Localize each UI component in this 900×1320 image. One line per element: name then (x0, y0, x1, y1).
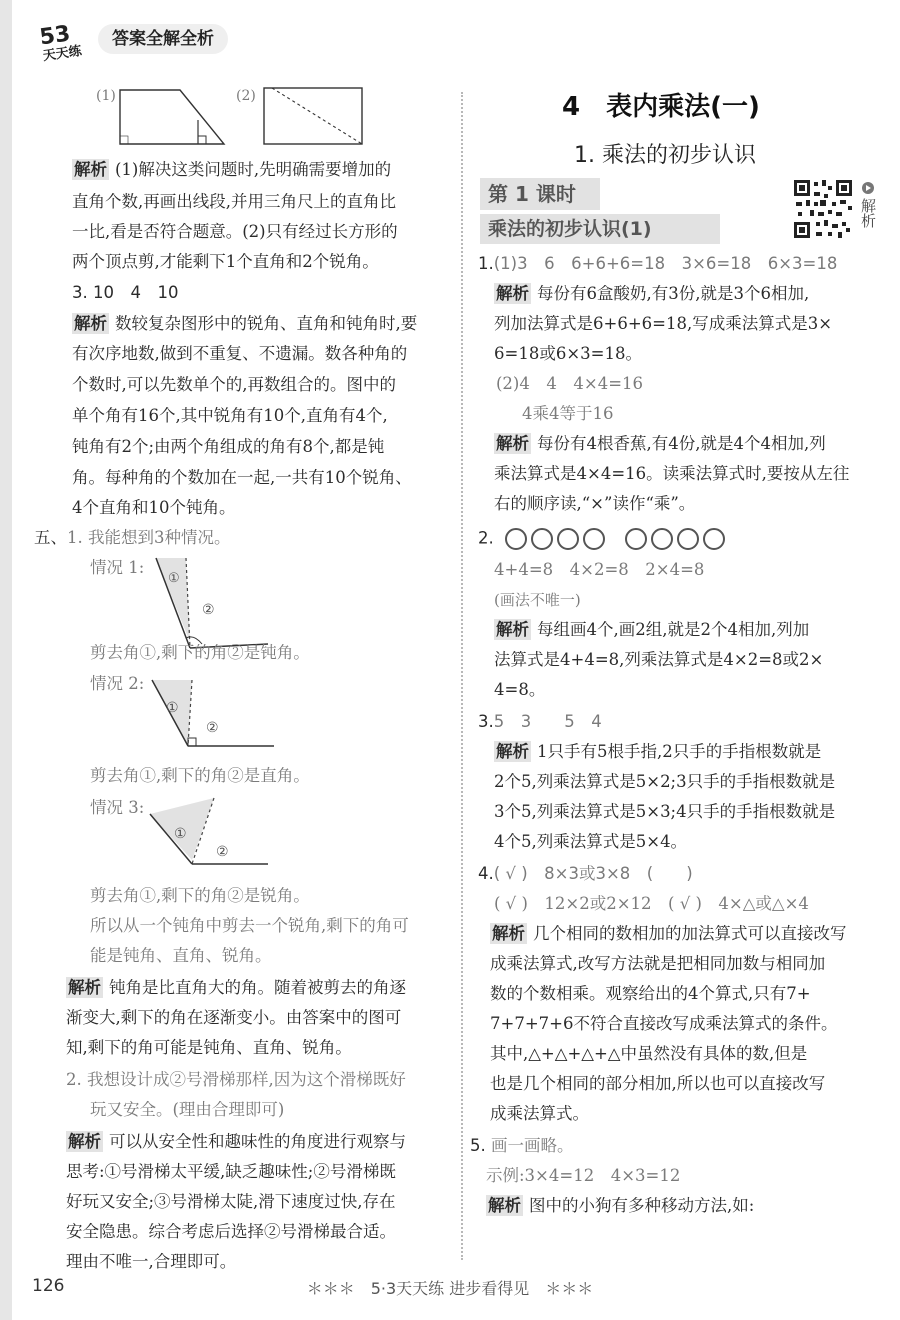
page-number: 126 (32, 1276, 65, 1296)
lesson-number: 第 1 课时 (480, 178, 600, 210)
analysis-2-line-3: 好玩又安全;③号滑梯太陡,滑下速度过快,存在 (66, 1192, 396, 1211)
case-1-angle-2: ② (202, 602, 215, 618)
analysis-1-line-4: 两个顶点剪,才能剩下1个直角和2个锐角。 (72, 252, 379, 271)
analysis-3-line-5: 钝角有2个;由两个角组成的角有8个,都是钝 (72, 437, 385, 456)
analysis-1-line-3: 一比,看是否符合题意。(2)只有经过长方形的 (72, 222, 398, 241)
column-divider (461, 92, 463, 1260)
circle-shape (703, 528, 725, 550)
rectangle-figure (262, 86, 366, 148)
section-5-q1: 五、1. 我能想到3种情况。 (34, 528, 231, 547)
q2-answer-line-2: 玩又安全。(理由合理即可) (90, 1100, 285, 1119)
analysis-q1-1-line-1: 解析 每份有6盒酸奶,有3份,就是3个6相加, (496, 284, 810, 303)
conclusion-line-2: 能是钝角、直角、锐角。 (90, 946, 272, 965)
case-2-angle-2: ② (206, 720, 219, 736)
q2-answer-line-1: 2. 我想设计成②号滑梯那样,因为这个滑梯既好 (66, 1070, 406, 1089)
footer-slogan: ＊＊＊ 5·3天天练 进步看得见 ＊＊＊ (306, 1279, 594, 1298)
analysis-3-line-6: 角。每种角的个数加在一起,一共有10个锐角、 (72, 468, 412, 487)
q2-note: (画法不唯一) (494, 591, 581, 609)
fig2-label: (2) (236, 88, 256, 104)
case-3-label: 情况 3: (90, 798, 145, 817)
analysis-2-line-5: 理由不唯一,合理即可。 (66, 1252, 237, 1271)
q5-example: 示例:3×4=12 4×3=12 (486, 1166, 681, 1185)
case-1-angle-1: ① (168, 571, 180, 586)
analysis-q3-line-3: 3个5,列乘法算式是5×3;4只手的手指根数就是 (494, 802, 836, 821)
analysis-q5-line-1: 解析 图中的小狗有多种移动方法,如: (488, 1196, 755, 1215)
circle-shape (505, 528, 527, 550)
page-edge-bar (0, 0, 12, 1320)
q5-answer: 5. 画一画略。 (470, 1136, 574, 1155)
q1-2-reading: 4乘4等于16 (522, 404, 614, 423)
analysis-q1-2-line-1: 解析 每份有4根香蕉,有4份,就是4个4相加,列 (496, 434, 826, 453)
analysis-q3-line-4: 4个5,列乘法算式是5×4。 (494, 832, 688, 851)
q3-answer: 3. 10 4 10 (72, 283, 179, 302)
circle-shape (625, 528, 647, 550)
analysis-1-line-1: 解析 (1)解决这类问题时,先明确需要增加的 (74, 160, 392, 179)
qr-code-icon[interactable] (792, 178, 858, 240)
analysis-q4-line-3: 数的个数相乘。观察给出的4个算式,只有7+ (490, 984, 811, 1003)
analysis-q4-line-2: 成乘法算式,改写方法就是把相同加数与相同加 (490, 954, 826, 973)
analysis-3-line-2: 有次序地数,做到不重复、不遗漏。数各种角的 (72, 344, 408, 363)
case-1-caption: 剪去角①,剩下的角②是钝角。 (90, 643, 310, 662)
analysis-3-line-7: 4个直角和10个钝角。 (72, 498, 236, 517)
analysis-q3-line-1: 解析 1只手有5根手指,2只手的手指根数就是 (496, 742, 822, 761)
circle-shape (531, 528, 553, 550)
circle-shape (651, 528, 673, 550)
analysis-q1-1-line-2: 列加法算式是6+6+6=18,写成乘法算式是3× (494, 314, 833, 333)
analysis-q4-line-4: 7+7+7+6不符合直接改写成乘法算式的条件。 (490, 1014, 838, 1033)
qr-analysis-label: 解析 (859, 198, 877, 228)
analysis-q2-line-2: 法算式是4+4=8,列乘法算式是4×2=8或2× (494, 650, 824, 669)
case-3-diagram (146, 792, 276, 882)
q4-row-2: ( √ ) 12×2或2×12 ( √ ) 4×△或△×4 (494, 894, 809, 913)
analysis-3-line-4: 单个角有16个,其中锐角有10个,直角有4个, (72, 406, 388, 425)
header-title: 答案全解全析 (98, 24, 228, 54)
lesson-subtitle: 乘法的初步认识(1) (480, 214, 720, 244)
circle-shape (677, 528, 699, 550)
brand-logo (38, 18, 98, 62)
analysis-2-line-2: 思考:①号滑梯太平缓,缺乏趣味性;②号滑梯既 (66, 1162, 396, 1181)
case-3-angle-1: ① (174, 826, 187, 842)
analysis-q1-1-line-3: 6=18或6×3=18。 (494, 344, 642, 363)
case-3-caption: 剪去角①,剩下的角②是锐角。 (90, 886, 310, 905)
svg-text:天天练: 天天练 (42, 43, 83, 62)
analysis-2-line-4: 安全隐患。综合考虑后选择②号滑梯最合适。 (66, 1222, 396, 1241)
analysis-q1-2-line-3: 右的顺序读,“×”读作“乘”。 (494, 494, 696, 513)
unit-title: 4 表内乘法(一) (562, 92, 760, 122)
analysis-q3-line-2: 2个5,列乘法算式是5×2;3只手的手指根数就是 (494, 772, 836, 791)
analysis-q4-line-6: 也是几个相同的部分相加,所以也可以直接改写 (490, 1074, 826, 1093)
analysis-1-line-2: 直角个数,再画出线段,并用三角尺上的直角比 (72, 192, 396, 211)
q2-equations: 4+4=8 4×2=8 2×4=8 (494, 560, 705, 579)
fig1-label: (1) (96, 88, 116, 104)
case-2-diagram (148, 672, 278, 762)
case-3-angle-2: ② (216, 844, 229, 860)
circle-shape (557, 528, 579, 550)
trapezoid-figure (118, 88, 228, 146)
q2-circles: 2. (478, 528, 729, 550)
q3-right-answer: 3.5 3 5 4 (478, 712, 602, 731)
case-2-angle-1: ① (166, 700, 179, 716)
conclusion-line-1: 所以从一个钝角中剪去一个锐角,剩下的角可 (90, 916, 409, 935)
svg-text:53: 53 (38, 21, 72, 51)
analysis-obtuse-line-2: 渐变大,剩下的角在逐渐变小。由答案中的图可 (66, 1008, 402, 1027)
analysis-3-line-3: 个数时,可以先数单个的,再数组合的。图中的 (72, 375, 396, 394)
play-icon (862, 182, 874, 194)
analysis-3-line-1: 解析 数较复杂图形中的锐角、直角和钝角时,要 (74, 314, 418, 333)
section-title: 1. 乘法的初步认识 (574, 143, 756, 168)
analysis-q1-2-line-2: 乘法算式是4×4=16。读乘法算式时,要按从左往 (494, 464, 850, 483)
analysis-obtuse-line-1: 解析 钝角是比直角大的角。随着被剪去的角逐 (68, 978, 406, 997)
q4-row-1: 4.( √ ) 8×3或3×8 ( ) (478, 864, 693, 883)
case-1-label: 情况 1: (90, 558, 145, 577)
q1-1-answer: 1.(1)3 6 6+6+6=18 3×6=18 6×3=18 (478, 254, 838, 273)
analysis-q4-line-1: 解析 几个相同的数相加的加法算式可以直接改写 (492, 924, 847, 943)
analysis-q2-line-1: 解析 每组画4个,画2组,就是2个4相加,列加 (496, 620, 810, 639)
analysis-2-line-1: 解析 可以从安全性和趣味性的角度进行观察与 (68, 1132, 406, 1151)
analysis-q4-line-7: 成乘法算式。 (490, 1104, 589, 1123)
analysis-q2-line-3: 4=8。 (494, 680, 546, 699)
case-2-caption: 剪去角①,剩下的角②是直角。 (90, 766, 310, 785)
q1-2-answer: (2)4 4 4×4=16 (496, 374, 644, 393)
case-2-label: 情况 2: (90, 674, 145, 693)
circle-shape (583, 528, 605, 550)
analysis-obtuse-line-3: 知,剩下的角可能是钝角、直角、锐角。 (66, 1038, 352, 1057)
analysis-q4-line-5: 其中,△+△+△+△中虽然没有具体的数,但是 (490, 1044, 808, 1063)
